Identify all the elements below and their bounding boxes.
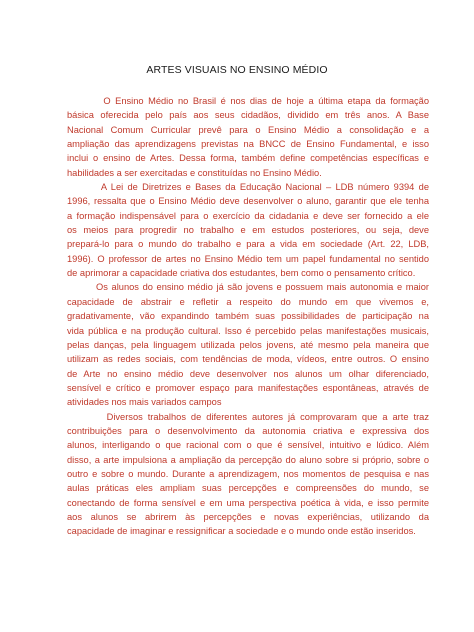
- paragraph-2: [67, 180, 429, 280]
- text-line: capacidade de imaginar e ressignificar a sociedade e o mundo onde estão inseridos.: [67, 526, 416, 537]
- text-line: 1996, ressalta que o Ensino Médio deve desenvolver o aluno, garantir que ele tenha: [67, 196, 429, 207]
- text-line: aos alunos se abrirem às percepções e novas experiências, utilizando da: [67, 511, 429, 522]
- document-body: [67, 94, 429, 539]
- text-line: aulas práticas eles ampliam suas percepções e compreensões do mundo, se: [67, 483, 429, 494]
- text-line: contribuições para o desenvolvimento da autonomia criativa e expressiva dos: [67, 425, 429, 436]
- text-line: a formação indispensável para o exercício da cidadania e deve ser fornecido a ele: [67, 210, 429, 221]
- text-line: A Lei de Diretrizes e Bases da Educação Nacional – LDB número 9394 de: [67, 182, 429, 193]
- text-line: básica oferecida pelo país aos seus cidadãos, dividido em três anos. A Base: [67, 110, 429, 121]
- text-line: habilidades a ser exercitadas e constituídas no Ensino Médio.: [67, 167, 322, 178]
- text-line: ampliação das aprendizagens previstas na BNCC de Ensino Fundamental, e isso: [67, 139, 429, 150]
- text-line: capacidade de abstrair e refletir a respeito do mundo em que vivemos e,: [67, 296, 429, 307]
- text-line: prepará-lo para o mundo do trabalho e para a vida em sociedade (Art. 22, LDB,: [67, 239, 429, 250]
- text-line: alunos, interligando o que racional com o que é sensível, intuitivo e lúdico. Além: [67, 440, 429, 451]
- text-line: utilizam as redes sociais, com tendências de moda, vídeos, entre outros. O ensino: [67, 354, 429, 365]
- text-line: sensível e crítico e promover espaço para manifestações espontâneas, através de: [67, 382, 429, 393]
- paragraph-3: [67, 280, 429, 409]
- text-line: Nacional Comum Curricular prevê para o Ensino Médio a consolidação e a: [67, 124, 429, 135]
- text-line: gradativamente, vão expandindo também suas possibilidades de participação na: [67, 311, 429, 322]
- text-line: Os alunos do ensino médio já são jovens e possuem mais autonomia e maior: [67, 282, 429, 293]
- text-line: vida pública e na produção cultural. Isso é percebido pelas manifestações musicais,: [67, 325, 429, 336]
- paragraph-1: [67, 94, 429, 180]
- text-line: de Arte no ensino médio deve desenvolver nos alunos um olhar diferenciado,: [67, 368, 429, 379]
- text-line: pelas danças, pela linguagem utilizada pelos jovens, até mesmo pela maneira que: [67, 339, 429, 350]
- text-line: 1996). O professor de artes no Ensino Médio tem um papel fundamental no sentido: [67, 253, 429, 264]
- text-line: atividades nos mais variados campos: [67, 397, 222, 408]
- text-line: Diversos trabalhos de diferentes autores já comprovaram que a arte traz: [67, 411, 429, 422]
- text-line: conectando de forma sensível e em uma perspectiva poética à vida, e isso permite: [67, 497, 429, 508]
- text-line: outro e sobre o mundo. Durante a aprendizagem, nos momentos de pesquisa e nas: [67, 468, 429, 479]
- paragraph-4: [67, 410, 429, 539]
- text-line: inclui o ensino de Artes. Dessa forma, também define competências específicas e: [67, 153, 429, 164]
- text-line: O Ensino Médio no Brasil é nos dias de hoje a última etapa da formação: [67, 96, 429, 106]
- text-line: de aprimorar a capacidade criativa dos estudantes, bem como o pensamento crítico.: [67, 268, 416, 279]
- text-line: disso, a arte impulsiona a ampliação da percepção do aluno sobre si próprio, sobre o: [67, 454, 429, 465]
- document-title: ARTES VISUAIS NO ENSINO MÉDIO: [146, 64, 328, 76]
- text-line: os meios para progredir no trabalho e em estudos posteriores, ou seja, deve: [67, 225, 429, 236]
